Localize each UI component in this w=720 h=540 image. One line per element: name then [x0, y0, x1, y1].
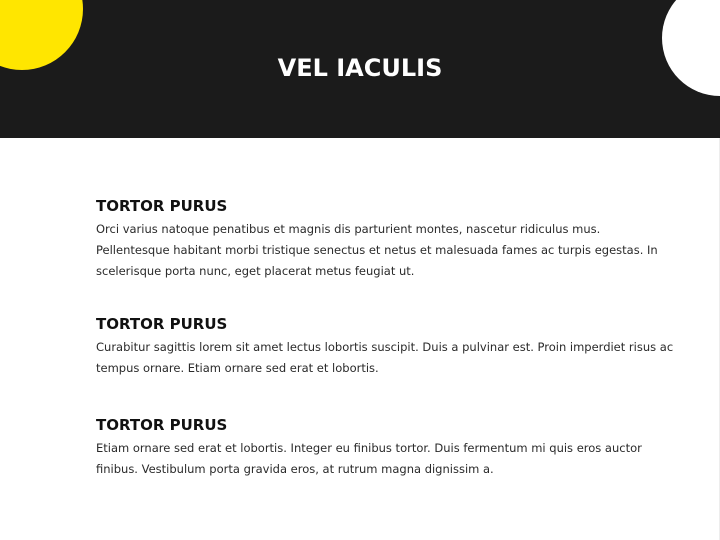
section-body: Etiam ornare sed erat et lobortis. Integer eu finibus tortor. Duis fermentum mi quis eros auctor finibus. Vestibulum porta gravida eros, at rutrum magna dignissim a.: [96, 441, 642, 476]
content-section-1: [96, 197, 676, 282]
content-section-3: [96, 416, 676, 480]
section-heading: TORTOR PURUS: [96, 315, 228, 333]
section-body: Orci varius natoque penatibus et magnis dis parturient montes, nascetur ridiculus mus. Pellentesque habitant morbi tristique senectus et netus et malesuada fames ac turpis egestas. In scelerisque porta nunc, eget placerat metus feugiat ut.: [96, 222, 658, 278]
section-body: Curabitur sagittis lorem sit amet lectus lobortis suscipit. Duis a pulvinar est. Proin imperdiet risus ac tempus ornare. Etiam ornare sed erat et lobortis.: [96, 340, 674, 375]
section-heading: TORTOR PURUS: [96, 416, 228, 434]
slide-title: VEL IACULIS: [277, 54, 443, 82]
section-heading: TORTOR PURUS: [96, 197, 228, 215]
header-banner: [0, 0, 720, 138]
content-section-2: [96, 315, 676, 379]
